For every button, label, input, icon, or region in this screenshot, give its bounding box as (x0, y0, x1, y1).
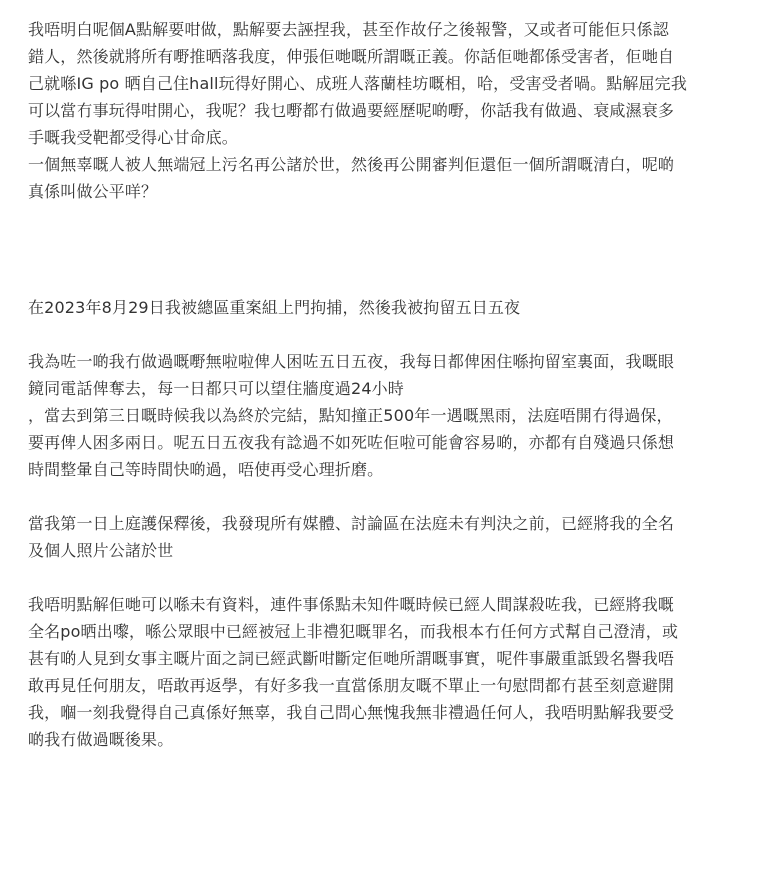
text-line: 我，嗰一刻我覺得自己真係好無辜，我自己問心無愧我無非禮過任何人，我唔明點解我要受 (28, 703, 675, 722)
paragraph-spacer (28, 321, 751, 348)
text-line: 真係叫做公平咩？ (28, 182, 158, 201)
text-line: 手嘅我受靶都受得心甘命底。 (28, 128, 238, 147)
text-line: 要再俾人困多兩日。呢五日五夜我有諗過不如死咗佢啦可能會容易啲，亦都有自殘過只係想 (28, 433, 675, 452)
paragraph-2 (28, 294, 751, 321)
text-line: 可以當冇事玩得咁開心，我呢？我乜嘢都冇做過要經歷呢啲嘢，你話我有做過、衰咸濕衰多 (28, 101, 675, 120)
text-line: 當我第一日上庭護保釋後，我發現所有媒體、討論區在法庭未有判決之前，已經將我的全名 (28, 514, 675, 533)
text-line: 全名po晒出嚟，喺公眾眼中已經被冠上非禮犯嘅罪名，而我根本冇任何方式幫自己澄清，或 (28, 622, 679, 641)
text-line: 己就喺IG po 晒自己住hall玩得好開心、成班人落蘭桂坊嘅相，哈，受害受者喎。點解屈完我 (28, 74, 687, 93)
text-line: 在2023年8月29日我被總區重案組上門拘捕，然後我被拘留五日五夜 (28, 298, 521, 317)
text-line: 我為咗一啲我冇做過嘅嘢無啦啦俾人困咗五日五夜，我每日都俾困住喺拘留室裏面，我嘅眼 (28, 352, 675, 371)
text-line: 鏡同電話俾奪去，每一日都只可以望住牆度過24小時 (28, 379, 404, 398)
text-line: 啲我冇做過嘅後果。 (28, 730, 174, 749)
paragraph-spacer (28, 483, 751, 510)
text-line: 錯人，然後就將所有嘢推晒落我度，伸張佢哋嘅所謂嘅正義。你話佢哋都係受害者，佢哋自 (28, 47, 675, 66)
text-line: 敢再見任何朋友，唔敢再返學，有好多我一直當係朋友嘅不單止一句慰問都冇甚至刻意避開 (28, 676, 675, 695)
paragraph-3 (28, 348, 751, 483)
paragraph-4 (28, 510, 751, 564)
text-line: 我唔明點解佢哋可以喺未有資料，連件事係點未知件嘅時候已經人間謀殺咗我，已經將我嘅 (28, 595, 675, 614)
text-line: ，當去到第三日嘅時候我以為終於完結，點知撞正500年一遇嘅黑雨，法庭唔開冇得過保， (28, 406, 673, 425)
text-line: 及個人照片公諸於世 (28, 541, 174, 560)
text-line: 甚有啲人見到女事主嘅片面之詞已經武斷咁斷定佢哋所謂嘅事實，呢件事嚴重詆毀名譽我唔 (28, 649, 675, 668)
paragraph-spacer (28, 205, 751, 294)
text-line: 時間整暈自己等時間快啲過，唔使再受心理折磨。 (28, 460, 384, 479)
paragraph-5 (28, 591, 751, 753)
text-line: 我唔明白呢個A點解要咁做，點解要去誣捏我，甚至作故仔之後報警，又或者可能佢只係認 (28, 20, 669, 39)
paragraph-1 (28, 16, 751, 205)
paragraph-spacer (28, 564, 751, 591)
text-line: 一個無辜嘅人被人無端冠上污名再公諸於世，然後再公開審判佢還佢一個所謂嘅清白，呢啲 (28, 155, 675, 174)
